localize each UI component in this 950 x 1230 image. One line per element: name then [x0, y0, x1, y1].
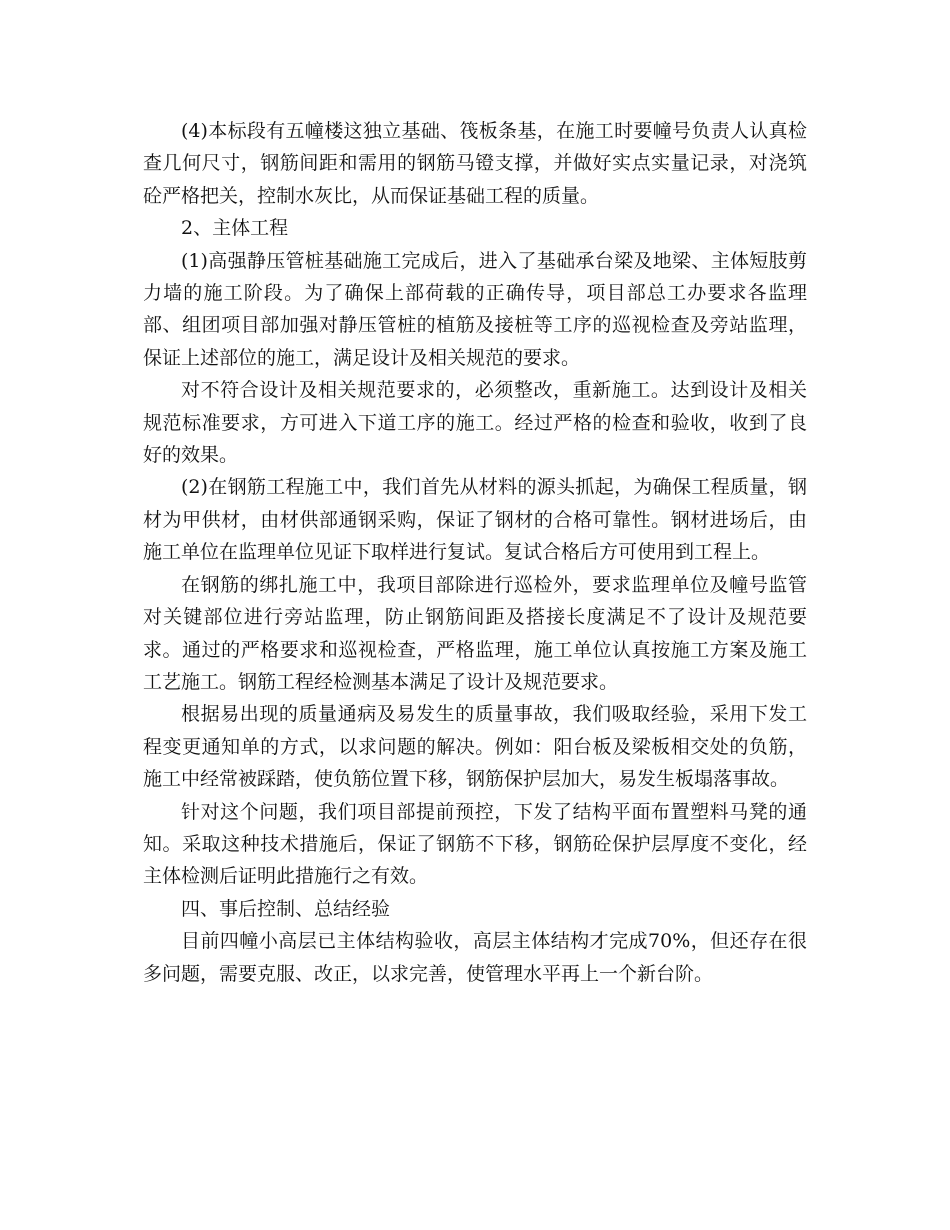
paragraph-quality-issues: 根据易出现的质量通病及易发生的质量事故，我们吸取经验，采用下发工程变更通知单的方式，以求问题的解决。例如：阳台板及梁板相交处的负筋，施工中经常被踩踏，使负筋位置下移，钢筋保护层加大，易发生板塌落事故。 [143, 703, 807, 791]
heading-main-structure: 2、主体工程 [181, 217, 289, 240]
heading-post-control: 四、事后控制、总结经验 [181, 897, 391, 920]
paragraph-rectification: 对不符合设计及相关规范要求的，必须整改，重新施工。达到设计及相关规范标准要求，方可进入下道工序的施工。经过严格的检查和验收，收到了良好的效果。 [143, 379, 807, 467]
paragraph-preventive-control: 针对这个问题，我们项目部提前预控，下发了结构平面布置塑料马凳的通知。采取这种技术措施后，保证了钢筋不下移，钢筋砼保护层厚度不变化，经主体检测后证明此措施行之有效。 [143, 800, 807, 888]
paragraph-rebar-binding: 在钢筋的绑扎施工中，我项目部除进行巡检外，要求监理单位及幢号监管对关键部位进行旁站监理，防止钢筋间距及搭接长度满足不了设计及规范要求。通过的严格要求和巡视检查，严格监理，施工单位认真按施工方案及施工工艺施工。钢筋工程经检测基本满足了设计及规范要求。 [143, 573, 807, 693]
paragraph-foundation-inspection: (4)本标段有五幢楼这独立基础、筏板条基，在施工时要幢号负责人认真检查几何尺寸，钢筋间距和需用的钢筋马镫支撑，并做好实点实量记录，对浇筑砼严格把关，控制水灰比，从而保证基础工程的质量。 [143, 120, 807, 207]
paragraph-rebar-material: (2)在钢筋工程施工中，我们首先从材料的源头抓起，为确保工程质量，钢材为甲供材，由材供部通钢采购，保证了钢材的合格可靠性。钢材进场后，由施工单位在监理单位见证下取样进行复试。复试合格后方可使用到工程上。 [143, 476, 807, 564]
document-body [143, 115, 807, 990]
paragraph-pile-foundation: (1)高强静压管桩基础施工完成后，进入了基础承台梁及地梁、主体短肢剪力墙的施工阶段。为了确保上部荷载的正确传导，项目部总工办要求各监理部、组团项目部加强对静压管桩的植筋及接桩等工序的巡视检查及旁站监理，保证上述部位的施工，满足设计及相关规范的要求。 [143, 249, 807, 369]
paragraph-current-progress: 目前四幢小高层已主体结构验收，高层主体结构才完成70%，但还存在很多问题，需要克服、改正，以求完善，使管理水平再上一个新台阶。 [143, 930, 807, 985]
